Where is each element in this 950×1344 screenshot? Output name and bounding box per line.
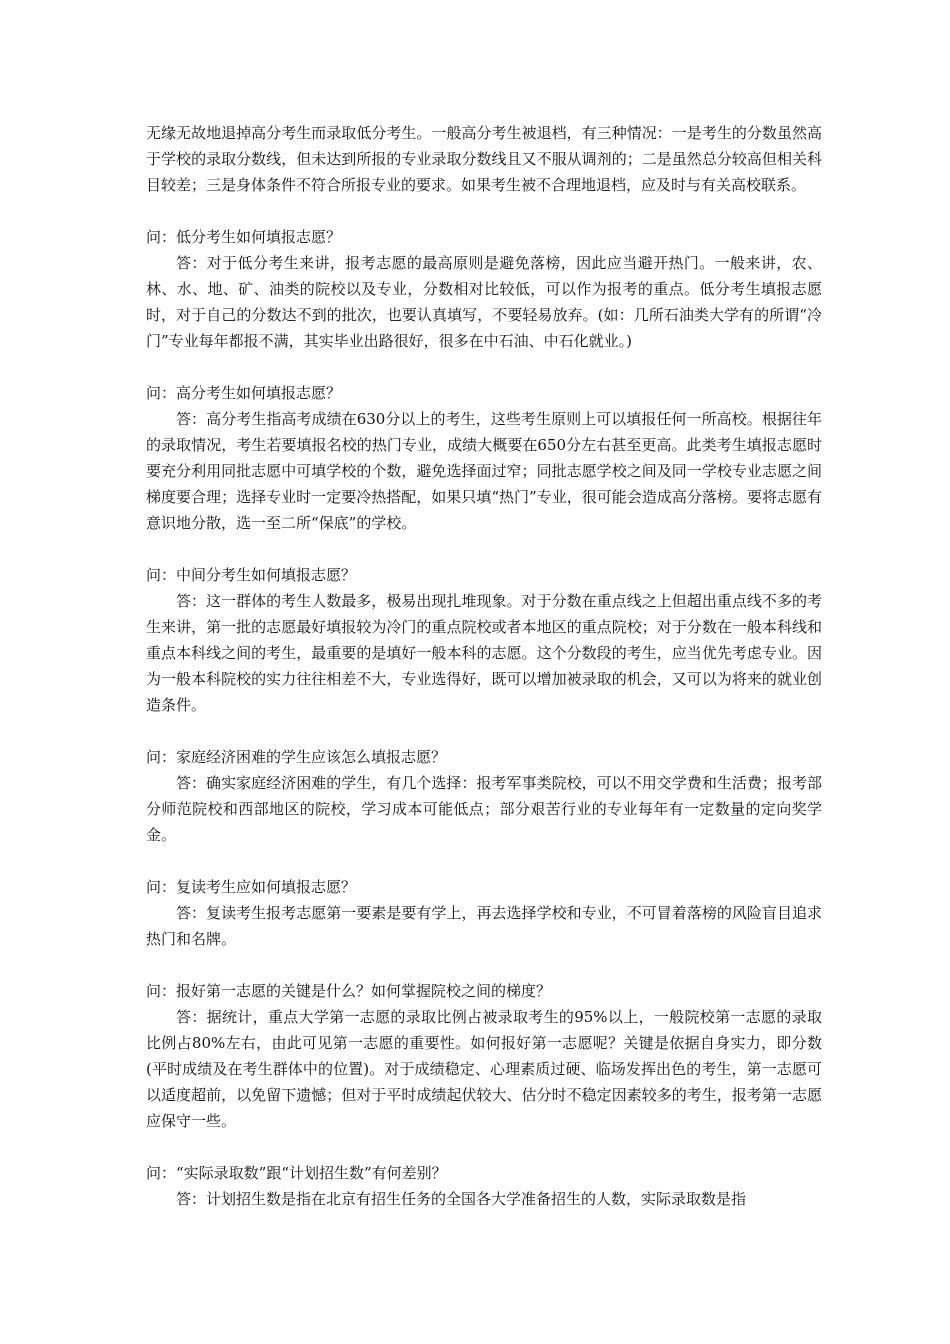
- qa-block-first-choice: [146, 978, 822, 1134]
- answer-text: 答：复读考生报考志愿第一要素是要有学上，再去选择学校和专业，不可冒着落榜的风险盲目追求热门和名牌。: [146, 904, 822, 948]
- qa-block-high-score: [146, 380, 822, 536]
- intro-paragraph: 无缘无故地退掉高分考生而录取低分考生。一般高分考生被退档，有三种情况：一是考生的分数虽然高于学校的录取分数线，但未达到所报的专业录取分数线且又不服从调剂的；二是虽然总分较高但相关科目较差；三是身体条件不符合所报专业的要求。如果考生被不合理地退档，应及时与有关高校联系。: [146, 124, 822, 194]
- qa-block-repeat-exam: [146, 874, 822, 952]
- question-text: 问：低分考生如何填报志愿？: [146, 228, 342, 246]
- question-text: 问：中间分考生如何填报志愿？: [146, 566, 357, 584]
- question-text: 问：“实际录取数”跟“计划招生数”有何差别？: [146, 1164, 447, 1182]
- qa-block-admission-numbers: [146, 1160, 822, 1212]
- qa-block-low-score: [146, 224, 822, 354]
- question-text: 问：复读考生应如何填报志愿？: [146, 878, 357, 896]
- answer-text: 答：据统计，重点大学第一志愿的录取比例占被录取考生的95%以上，一般院校第一志愿的录取比例占80%左右，由此可见第一志愿的重要性。如何报好第一志愿呢？关键是依据自身实力，即分数(平时成绩及在考生群体中的位置)。对于成绩稳定、心理素质过硬、临场发挥出色的考生，第一志愿可以适度超前，以免留下遗憾；但对于平时成绩起伏较大、估分时不稳定因素较多的考生，报考第一志愿应保守一些。: [146, 1008, 822, 1130]
- answer-text: 答：这一群体的考生人数最多，极易出现扎堆现象。对于分数在重点线之上但超出重点线不多的考生来讲，第一批的志愿最好填报较为冷门的重点院校或者本地区的重点院校；对于分数在一般本科线和重点本科线之间的考生，最重要的是填好一般本科的志愿。这个分数段的考生，应当优先考虑专业。因为一般本科院校的实力往往相差不大，专业选得好，既可以增加被录取的机会，又可以为将来的就业创造条件。: [146, 592, 822, 714]
- qa-block-middle-score: [146, 562, 822, 718]
- qa-block-financial-difficulty: [146, 744, 822, 848]
- answer-text: 答：对于低分考生来讲，报考志愿的最高原则是避免落榜，因此应当避开热门。一般来讲，农、林、水、地、矿、油类的院校以及专业，分数相对比较低，可以作为报考的重点。低分考生填报志愿时，对于自己的分数达不到的批次，也要认真填写，不要轻易放弃。(如：几所石油类大学有的所谓“冷门”专业每年都报不满，其实毕业出路很好，很多在中石油、中石化就业。): [146, 254, 822, 350]
- answer-text: 答：计划招生数是指在北京有招生任务的全国各大学准备招生的人数，实际录取数是指: [176, 1190, 747, 1208]
- answer-text: 答：确实家庭经济困难的学生，有几个选择：报考军事类院校，可以不用交学费和生活费；报考部分师范院校和西部地区的院校，学习成本可能低点；部分艰苦行业的专业每年有一定数量的定向奖学金。: [146, 774, 822, 844]
- question-text: 问：高分考生如何填报志愿？: [146, 384, 342, 402]
- question-text: 问：报好第一志愿的关键是什么？如何掌握院校之间的梯度？: [146, 982, 552, 1000]
- document-page: [146, 120, 822, 1212]
- answer-text: 答：高分考生指高考成绩在630分以上的考生，这些考生原则上可以填报任何一所高校。根据往年的录取情况，考生若要填报名校的热门专业，成绩大概要在650分左右甚至更高。此类考生填报志愿时要充分利用同批志愿中可填学校的个数，避免选择面过窄；同批志愿学校之间及同一学校专业志愿之间梯度要合理；选择专业时一定要冷热搭配，如果只填“热门”专业，很可能会造成高分落榜。要将志愿有意识地分散，选一至二所“保底”的学校。: [146, 410, 822, 532]
- question-text: 问：家庭经济困难的学生应该怎么填报志愿？: [146, 748, 447, 766]
